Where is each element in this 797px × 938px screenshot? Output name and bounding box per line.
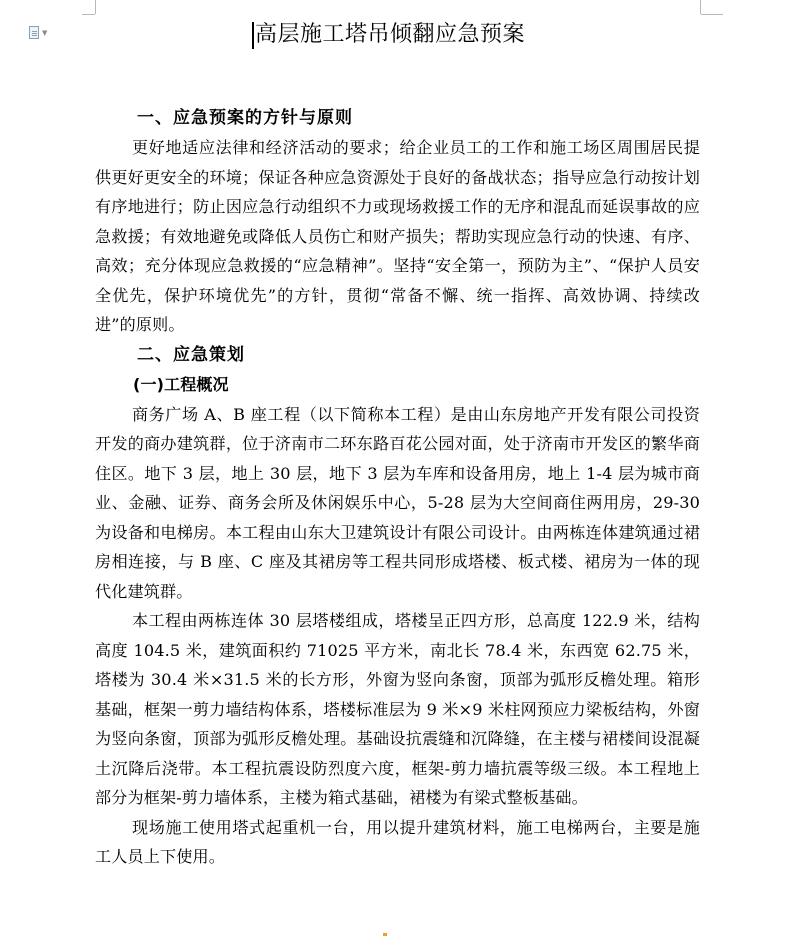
- section-heading: 一、应急预案的方针与原则: [137, 108, 353, 128]
- page-marker: [383, 933, 387, 936]
- subsection-heading: (一)工程概况: [133, 374, 229, 394]
- crop-mark-top-left-vertical: [95, 0, 96, 14]
- document-title[interactable]: 高层施工塔吊倾翻应急预案: [255, 22, 526, 47]
- section-heading: 二、应急策划: [137, 344, 245, 365]
- crop-mark-top-right-vertical: [700, 0, 701, 14]
- paragraph: 现场施工使用塔式起重机一台，用以提升建筑材料，施工电梯两台，主要是施工人员上下使用。: [95, 817, 700, 866]
- paragraph: 商务广场 A、B 座工程（以下简称本工程）是由山东房地产开发有限公司投资开发的商办建筑群，位于济南市二环东路百花公园对面，处于济南市开发区的繁华商住区。地下 3 层，地上 30 层，地下 3 层为车库和设备用房，地上 1-4 层为城市商业、金融、证券、商务会所及休闲娱乐中心，5-28 层为大空间商住两用房，29-30 为设备和电梯房。本工程由山东大卫建筑设计有限公司设计。由两栋连体建筑通过裙房相连接，与 B 座、C 座及其裙房等工程共同形成塔楼、板式楼、裙房为一体的现代化建筑群。: [95, 404, 700, 601]
- document-icon: [29, 26, 39, 39]
- chevron-down-icon: ▼: [42, 28, 48, 37]
- document-menu-icon[interactable]: [29, 26, 47, 39]
- crop-mark-top-right-horizontal: [701, 14, 723, 15]
- crop-mark-top-left-horizontal: [82, 14, 95, 15]
- document-body[interactable]: [95, 103, 700, 872]
- paragraph: 本工程由两栋连体 30 层塔楼组成，塔楼呈正四方形，总高度 122.9 米，结构高度 104.5 米，建筑面积约 71025 平方米，南北长 78.4 米，东西宽 62.75 米，塔楼为 30.4 米×31.5 米的长方形，外窗为竖向条窗，顶部为弧形反檐处理。箱形基础，框架一剪力墙结构体系，塔楼标准层为 9 米×9 米柱网预应力梁板结构，外窗为竖向条窗，顶部为弧形反檐处理。基础设抗震缝和沉降缝，在主楼与裙楼间设混凝土沉降后浇带。本工程抗震设防烈度六度，框架-剪力墙抗震等级三级。本工程地上部分为框架-剪力墙体系，主楼为箱式基础，裙楼为有梁式整板基础。: [95, 611, 700, 807]
- paragraph: 更好地适应法律和经济活动的要求；给企业员工的工作和施工场区周围居民提供更好更安全的环境；保证各种应急资源处于良好的备战状态；指导应急行动按计划有序地进行；防止因应急行动组织不力或现场救援工作的无序和混乱而延误事故的应急救援；有效地避免或降低人员伤亡和财产损失；帮助实现应急行动的快速、有序、高效；充分体现应急救援的“应急精神”。坚持“安全第一，预防为主”、“保护人员安全优先，保护环境优先”的方针，贯彻“常备不懈、统一指挥、高效协调、持续改进”的原则。: [95, 138, 700, 334]
- text-cursor: [252, 22, 254, 49]
